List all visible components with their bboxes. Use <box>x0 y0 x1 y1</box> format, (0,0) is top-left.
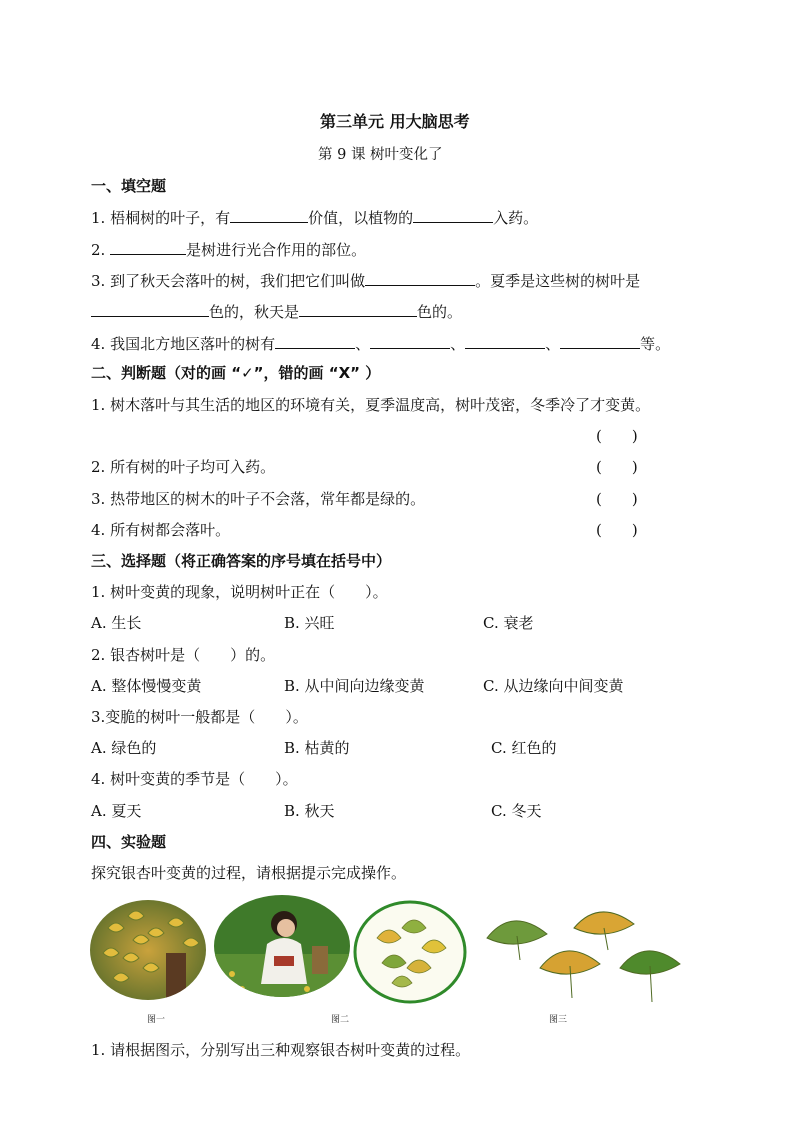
q-text: 等。 <box>640 335 671 353</box>
q-text: 入药。 <box>493 209 539 227</box>
answer-blank[interactable] <box>299 301 417 317</box>
answer-paren[interactable]: ( ) <box>596 490 638 508</box>
judge-item-3: 3. 热带地区的树木的叶子不会落，常年都是绿的。 <box>91 490 426 508</box>
question-fill-3-line1 <box>91 270 640 291</box>
choice-option-a: A. 绿色的 <box>91 739 157 757</box>
choice-stem-2: 2. 银杏树叶是（ ）的。 <box>91 646 276 664</box>
choice-option-b: B. 兴旺 <box>284 614 335 632</box>
q-text: 3. 到了秋天会落叶的树，我们把它们叫做 <box>91 272 366 290</box>
choice-option-c: C. 红色的 <box>491 739 557 757</box>
figure-1-ginkgo-tree-image <box>88 898 208 1003</box>
lesson-subtitle: 第 9 课 树叶变化了 <box>318 147 443 163</box>
judge-item-4: 4. 所有树都会落叶。 <box>91 521 231 539</box>
q-text: 2. <box>91 241 111 259</box>
experiment-intro: 探究银杏叶变黄的过程，请根据提示完成操作。 <box>91 864 407 882</box>
judge-item-1: 1. 树木落叶与其生活的地区的环境有关，夏季温度高，树叶茂密，冬季冷了才变黄。 <box>91 396 651 414</box>
section-fill-blank-heading: 一、填空题 <box>91 177 167 195</box>
section-true-false-heading: 二、判断题（对的画 “✓”，错的画 “X” ） <box>91 364 381 382</box>
q-text: 色的。 <box>417 303 463 321</box>
q-text: 。夏季是这些树的树叶是 <box>475 272 641 290</box>
q-text: 价值，以植物的 <box>308 209 414 227</box>
choice-option-a: A. 生长 <box>91 614 142 632</box>
figure-2-caption: 图二 <box>331 1015 350 1025</box>
answer-blank[interactable] <box>365 270 475 286</box>
q-text: 是树进行光合作用的部位。 <box>186 241 367 259</box>
choice-option-b: B. 从中间向边缘变黄 <box>284 677 425 695</box>
figure-3-caption: 图三 <box>549 1015 568 1025</box>
experiment-question-1: 1. 请根据图示，分别写出三种观察银杏树叶变黄的过程。 <box>91 1041 471 1059</box>
section-experiment-heading: 四、实验题 <box>91 833 167 851</box>
answer-paren[interactable]: ( ) <box>596 521 638 539</box>
answer-blank[interactable] <box>275 333 355 349</box>
question-fill-1 <box>91 207 538 228</box>
figure-1-caption: 图一 <box>147 1015 166 1025</box>
separator: 、 <box>545 335 561 353</box>
choice-option-a: A. 整体慢慢变黄 <box>91 677 202 695</box>
answer-blank[interactable] <box>413 207 493 223</box>
choice-option-c: C. 冬天 <box>491 802 542 820</box>
answer-blank[interactable] <box>230 207 308 223</box>
figure-3-ginkgo-leaves-image <box>352 898 692 1008</box>
q-text: 色的，秋天是 <box>209 303 300 321</box>
choice-stem-1: 1. 树叶变黄的现象，说明树叶正在（ ）。 <box>91 583 388 601</box>
separator: 、 <box>355 335 371 353</box>
choice-option-b: B. 枯黄的 <box>284 739 350 757</box>
q-text: 1. 梧桐树的叶子，有 <box>91 209 231 227</box>
choice-option-b: B. 秋天 <box>284 802 335 820</box>
answer-paren[interactable]: ( ) <box>596 427 638 445</box>
figure-2-child-collecting-leaves-image <box>212 894 352 999</box>
answer-blank[interactable] <box>370 333 450 349</box>
judge-item-2: 2. 所有树的叶子均可入药。 <box>91 458 276 476</box>
answer-blank[interactable] <box>465 333 545 349</box>
separator: 、 <box>450 335 466 353</box>
answer-paren[interactable]: ( ) <box>596 458 638 476</box>
question-fill-2 <box>91 239 366 260</box>
question-fill-4 <box>91 333 670 354</box>
answer-blank[interactable] <box>560 333 640 349</box>
question-fill-3-line2 <box>91 301 462 322</box>
page-title: 第三单元 用大脑思考 <box>320 112 470 131</box>
choice-option-a: A. 夏天 <box>91 802 142 820</box>
choice-stem-4: 4. 树叶变黄的季节是（ ）。 <box>91 770 298 788</box>
answer-blank[interactable] <box>110 239 186 255</box>
choice-option-c: C. 衰老 <box>483 614 534 632</box>
q-text: 4. 我国北方地区落叶的树有 <box>91 335 276 353</box>
choice-stem-3: 3.变脆的树叶一般都是（ ）。 <box>91 708 308 726</box>
answer-blank[interactable] <box>91 301 209 317</box>
choice-option-c: C. 从边缘向中间变黄 <box>483 677 624 695</box>
section-choice-heading: 三、选择题（将正确答案的序号填在括号中） <box>91 552 392 570</box>
